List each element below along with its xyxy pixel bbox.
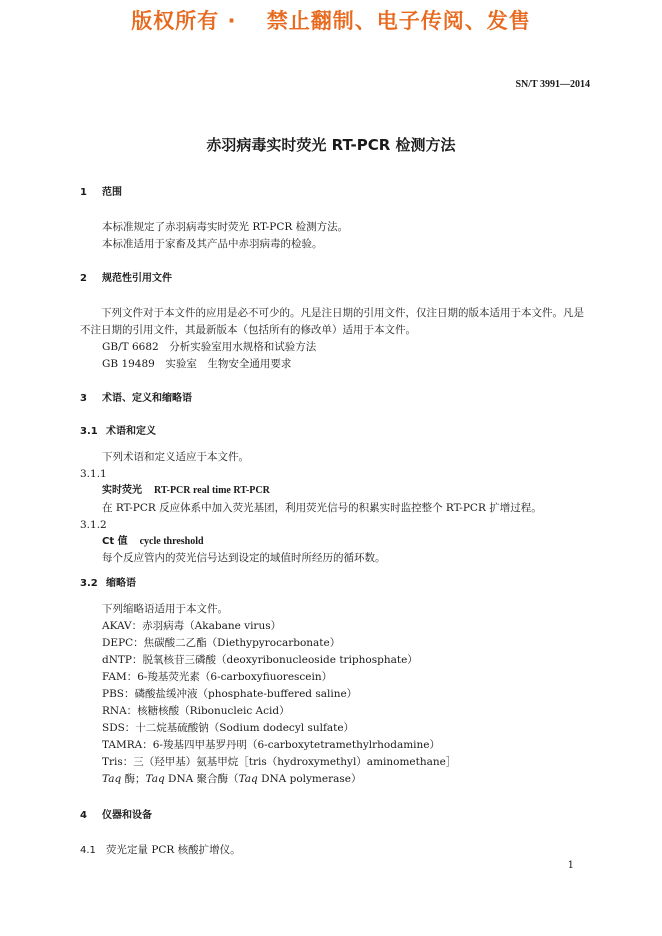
clause-3-1-1-number: 3.1.1 [80, 468, 107, 480]
term-ct-value [102, 535, 204, 549]
taq-italic: Taq [238, 773, 258, 785]
section-2-heading [80, 272, 172, 286]
term-definition: 每个反应管内的荧光信号达到设定的域值时所经历的循环数。 [102, 552, 386, 564]
clause-3-1-2-number: 3.1.2 [80, 519, 107, 531]
section-title: 仪器和设备 [102, 810, 152, 821]
abbreviation-item: SDS：十二烷基硫酸钠（Sodium dodecyl sulfate） [102, 722, 355, 734]
section-number: 1 [80, 187, 87, 198]
section-title: 术语、定义和缩略语 [102, 393, 192, 404]
section-title: 规范性引用文件 [102, 273, 172, 284]
clause-number: 4.1 [80, 845, 96, 856]
clause-text: 荧光定量 PCR 核酸扩增仪。 [106, 844, 241, 856]
section-title: 缩略语 [106, 578, 136, 589]
section-3-1-heading [80, 425, 156, 439]
standard-number: SN/T 3991—2014 [515, 79, 590, 90]
document-title: 赤羽病毒实时荧光 RT-PCR 检测方法 [206, 136, 456, 154]
copyright-watermark: 版权所有 · 禁止翻制、电子传阅、发售 [131, 9, 531, 33]
taq-text: DNA 聚合酶（ [164, 773, 239, 785]
abbreviation-item: dNTP：脱氧核苷三磷酸（deoxyribonucleoside triphosphate） [102, 654, 418, 666]
term-english: RT-PCR real time RT-PCR [154, 485, 270, 496]
term-english: cycle threshold [139, 536, 204, 547]
term-real-time-rt-pcr [102, 484, 270, 498]
section-number: 2 [80, 273, 87, 284]
section-1-heading [80, 186, 122, 200]
abbreviation-item: DEPC：焦碳酸二乙酯（Diethypyrocarbonate） [102, 637, 341, 649]
terms-intro: 下列术语和定义适应于本文件。 [102, 451, 249, 463]
section-number: 3.1 [80, 426, 98, 437]
normative-references-paragraph: 下列文件对于本文件的应用是必不可少的。凡是注日期的引用文件，仅注日期的版本适用于本文件。凡是不注日期的引用文件，其最新版本（包括所有的修改单）适用于本文件。 [80, 307, 584, 336]
section-title: 范围 [102, 187, 122, 198]
section-3-heading [80, 392, 192, 406]
section-number: 3.2 [80, 578, 98, 589]
term-chinese: Ct 值 [102, 536, 128, 547]
clause-4-1 [80, 843, 241, 858]
term-definition: 在 RT-PCR 反应体系中加入荧光基团，利用荧光信号的积累实时监控整个 RT-PCR 扩增过程。 [102, 502, 542, 514]
reference-gbt-6682: GB/T 6682 分析实验室用水规格和试验方法 [102, 341, 317, 353]
taq-text: 酶； [121, 773, 146, 785]
taq-italic: Taq [145, 773, 165, 785]
scope-paragraph-2: 本标准适用于家畜及其产品中赤羽病毒的检验。 [102, 238, 323, 250]
page-number: 1 [567, 860, 574, 871]
abbreviation-item: AKAV：赤羽病毒（Akabane virus） [102, 620, 282, 632]
abbreviations-intro: 下列缩略语适用于本文件。 [102, 603, 228, 615]
section-4-heading [80, 809, 152, 823]
reference-gb-19489: GB 19489 实验室 生物安全通用要求 [102, 358, 292, 370]
section-number: 3 [80, 393, 87, 404]
taq-italic: Taq [102, 773, 122, 785]
abbreviation-item: FAM：6-羧基荧光素（6-carboxyfiuorescein） [102, 671, 333, 683]
term-chinese: 实时荧光 [102, 485, 142, 496]
abbreviation-item: Tris：三（羟甲基）氨基甲烷［tris（hydroxymethyl）aminomethane］ [102, 756, 457, 768]
scope-paragraph-1: 本标准规定了赤羽病毒实时荧光 RT-PCR 检测方法。 [102, 221, 349, 233]
section-title: 术语和定义 [106, 426, 156, 437]
taq-text: DNA polymerase） [257, 773, 362, 785]
abbreviation-item: PBS：磷酸盐缓冲液（phosphate-buffered saline） [102, 688, 358, 700]
section-number: 4 [80, 810, 87, 821]
abbreviation-item: RNA：核糖核酸（Ribonucleic Acid） [102, 705, 290, 717]
abbreviation-item-taq [102, 772, 361, 786]
abbreviation-item: TAMRA：6-羧基四甲基罗丹明（6-carboxytetramethylrhodamine） [102, 739, 441, 751]
section-3-2-heading [80, 577, 136, 591]
